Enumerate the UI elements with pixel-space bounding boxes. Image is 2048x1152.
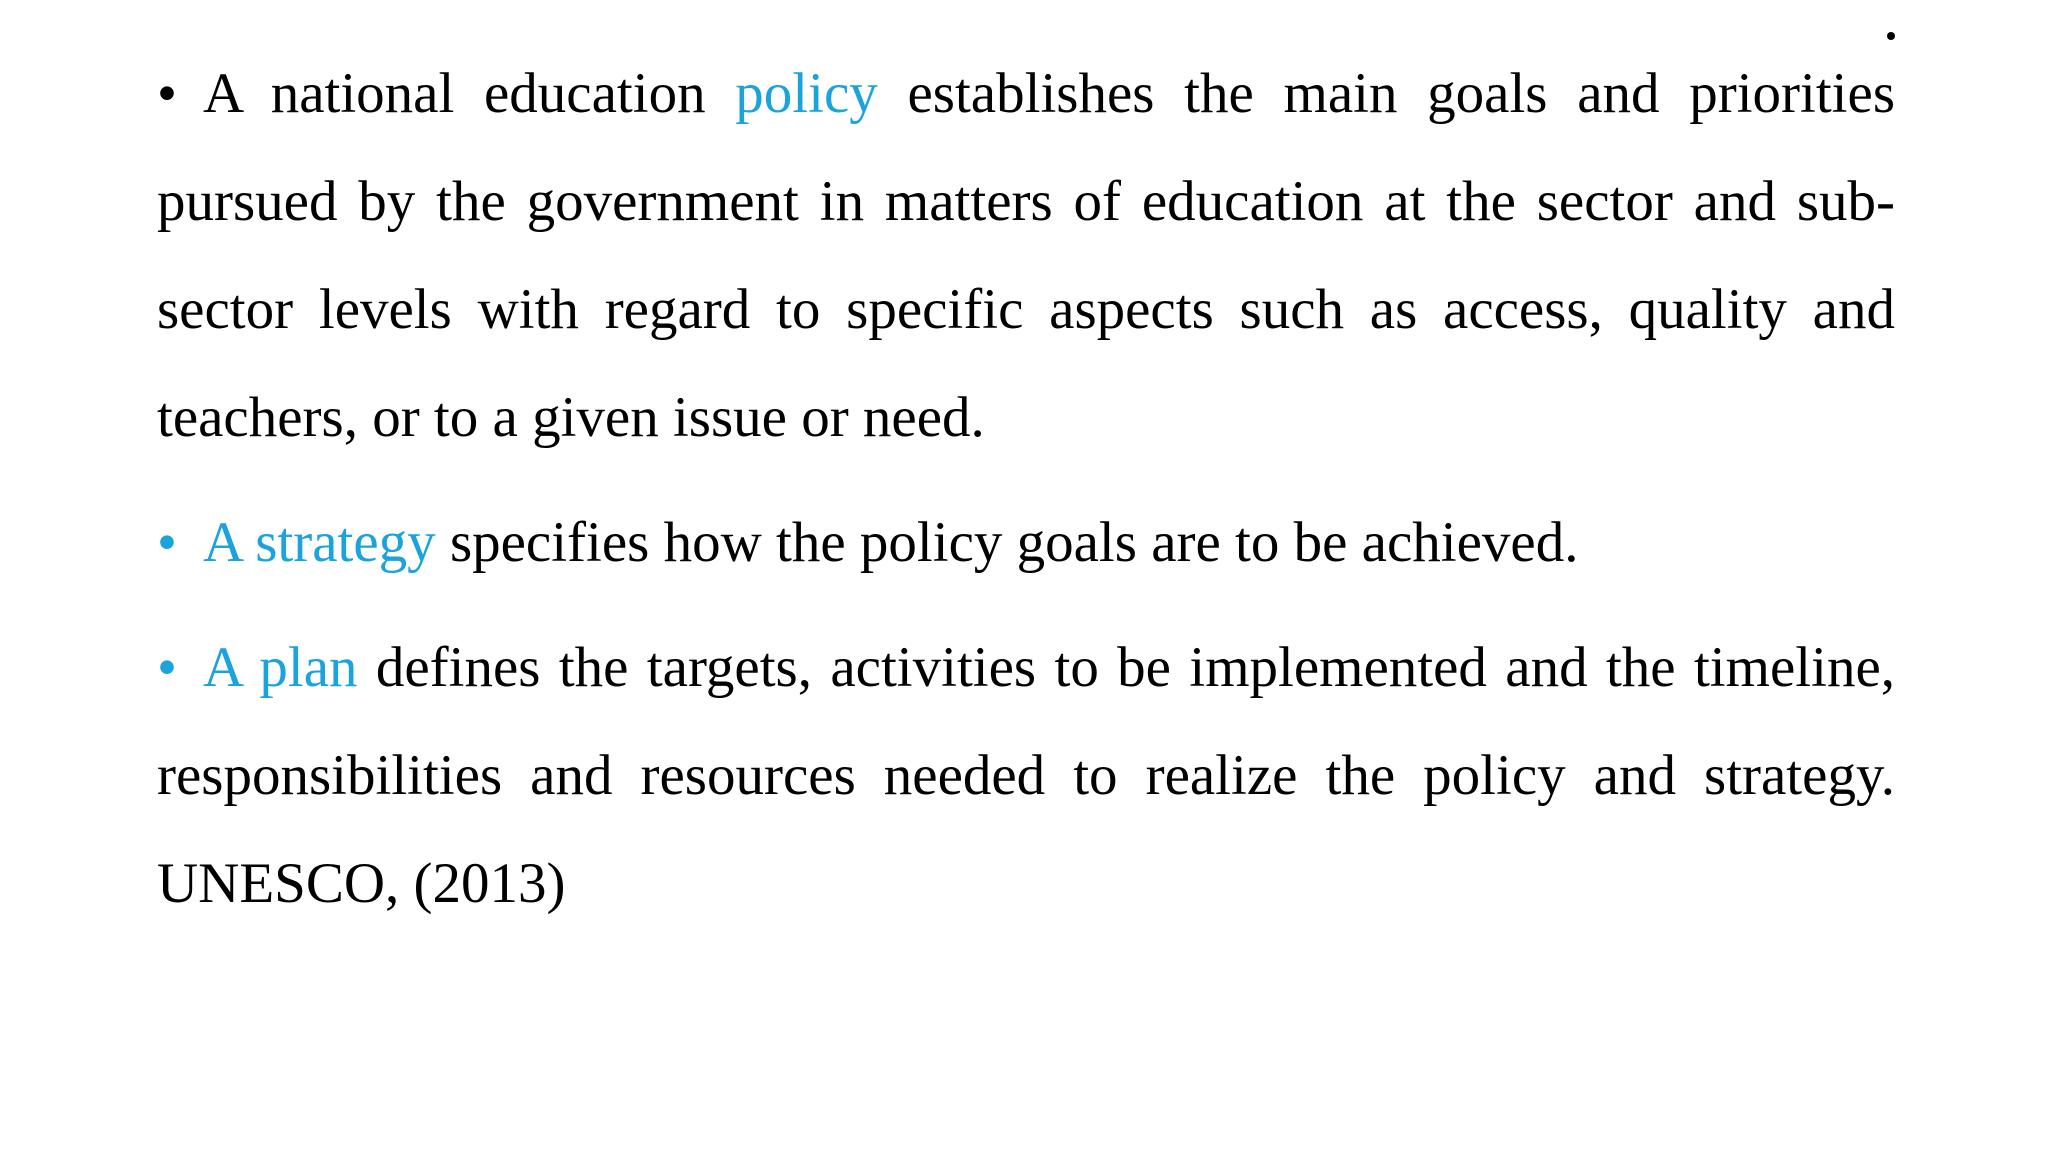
stray-dot-mark [1887,32,1895,40]
strategy-term: A strategy [202,511,436,574]
policy-term: policy [735,62,878,125]
slide-body [157,40,1895,938]
bullet-icon: • [157,511,177,574]
plan-definition: defines the targets, activities to be implemented and the timeline, responsibilities and resources needed to realize the policy and strategy. UNESCO, (2013) [157,636,1895,915]
plan-term: A plan [202,636,358,699]
paragraph-plan [157,614,1895,938]
paragraph-strategy [157,489,1895,597]
policy-definition: establishes the main goals and priorities pursued by the government in matters of education at the sector and sub-sector levels with regard to specific aspects such as access, quality and teachers, or to a given issue or need. [157,62,1895,449]
policy-lead-text: A national education [202,62,736,125]
paragraph-policy [157,40,1895,472]
strategy-definition: specifies how the policy goals are to be achieved. [435,511,1579,574]
bullet-icon: • [157,636,177,699]
bullet-icon: • [157,62,177,125]
